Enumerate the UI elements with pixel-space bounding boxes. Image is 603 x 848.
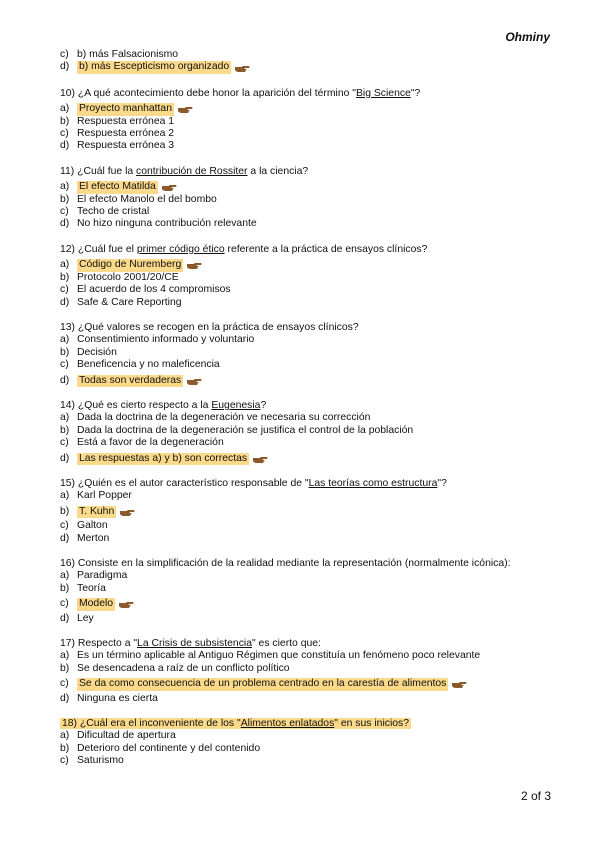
option-c: c) Respuesta errónea 2 <box>60 128 175 140</box>
correct-answer-highlight: Proyecto manhattan <box>79 103 172 115</box>
option-c: c) Saturismo <box>60 755 124 767</box>
question-title: 10) ¿A qué acontecimiento debe honor la aparición del término "Big Science"? <box>60 87 421 99</box>
option-d <box>60 61 560 73</box>
question-title: 12) ¿Cuál fue el primer código ético referente a la práctica de ensayos clínicos? <box>60 243 428 255</box>
pointing-hand-icon <box>186 376 202 386</box>
option-a: a) Código de Nuremberg <box>60 259 560 271</box>
option-c: c) El acuerdo de los 4 compromisos <box>60 284 231 296</box>
option-letter: d) <box>60 61 70 73</box>
option-b: b) Respuesta errónea 1 <box>60 115 175 127</box>
correct-answer-highlight: Modelo <box>79 598 114 610</box>
option-a: a) Es un término aplicable al Antiguo Régimen que constituía un fenómeno poco relevante <box>60 650 481 662</box>
option-b: b) El efecto Manolo el del bombo <box>60 193 217 205</box>
option-text: b) más Falsacionismo <box>77 49 179 60</box>
option-d: d) Las respuestas a) y b) son correctas <box>60 453 560 465</box>
option-c: c) Techo de cristal <box>60 206 150 218</box>
correct-answer-highlight: Las respuestas a) y b) son correctas <box>79 452 248 464</box>
pointing-hand-icon <box>161 182 177 192</box>
question-title: 11) ¿Cuál fue la contribución de Rossiter a la ciencia? <box>60 165 309 177</box>
option-b: b) T. Kuhn <box>60 506 560 518</box>
option-b: b) Dada la doctrina de la degeneración se justifica el control de la población <box>60 424 414 436</box>
question-18 <box>60 718 560 768</box>
question-13 <box>60 322 560 387</box>
option-b: b) Se desencadena a raíz de un conflicto político <box>60 662 290 674</box>
option-a: a) Paradigma <box>60 570 128 582</box>
question-17 <box>60 638 560 705</box>
question-title <box>60 718 560 730</box>
correct-answer-highlight: Código de Nuremberg <box>79 259 182 271</box>
quiz-content <box>60 49 560 781</box>
pointing-hand-icon <box>234 63 250 73</box>
option-d: d) Ninguna es cierta <box>60 692 158 704</box>
question-14 <box>60 400 560 465</box>
option-c: c) Beneficencia y no maleficencia <box>60 359 220 371</box>
correct-answer-highlight: T. Kuhn <box>79 505 115 517</box>
question-15 <box>60 478 560 545</box>
option-c: c) Se da como consecuencia de un problema centrado en la carestía de alimentos <box>60 678 560 690</box>
correct-answer-highlight: Todas son verdaderas <box>79 374 182 386</box>
option-a: a) Dificultad de apertura <box>60 730 176 742</box>
page-number: 2 of 3 <box>520 788 551 803</box>
brand-header: Ohminy <box>505 30 550 44</box>
question-title: 14) ¿Qué es cierto respecto a la Eugenesia? <box>60 399 267 411</box>
question-16 <box>60 558 560 625</box>
option-b: b) Deterioro del continente y del contenido <box>60 742 261 754</box>
correct-answer-highlight: b) más Escepticismo organizado <box>79 61 230 73</box>
option-d: d) Safe & Care Reporting <box>60 296 182 308</box>
pointing-hand-icon <box>186 260 202 270</box>
correct-answer-highlight: Se da como consecuencia de un problema centrado en la carestía de alimentos <box>79 678 447 690</box>
question-10 <box>60 88 560 153</box>
question-title: 17) Respecto a "La Crisis de subsistencia" es cierto que: <box>60 638 321 650</box>
pointing-hand-icon <box>451 679 467 689</box>
option-b: b) Protocolo 2001/20/CE <box>60 271 179 283</box>
option-a: a) El efecto Matilda <box>60 181 560 193</box>
pointing-hand-icon <box>252 454 268 464</box>
option-c: c) Modelo <box>60 598 560 610</box>
option-d: d) Respuesta errónea 3 <box>60 140 175 152</box>
pointing-hand-icon <box>118 599 134 609</box>
option-d: d) Ley <box>60 612 94 624</box>
option-c <box>60 49 560 61</box>
option-d: d) No hizo ninguna contribución relevante <box>60 218 257 230</box>
question-title: 13) ¿Qué valores se recogen en la práctica de ensayos clínicos? <box>60 321 359 333</box>
question-carry-over <box>60 49 560 74</box>
option-a: a) Proyecto manhattan <box>60 103 560 115</box>
option-a: a) Karl Popper <box>60 490 132 502</box>
pointing-hand-icon <box>177 104 193 114</box>
option-d: d) Merton <box>60 532 110 544</box>
correct-answer-highlight: El efecto Matilda <box>79 181 156 193</box>
question-12 <box>60 244 560 309</box>
option-b: b) Teoría <box>60 582 106 594</box>
option-a: a) Consentimiento informado y voluntario <box>60 334 255 346</box>
question-title: 16) Consiste en la simplificación de la realidad mediante la representación (normalmente icónica): <box>60 558 511 569</box>
pointing-hand-icon <box>119 507 135 517</box>
question-title: 15) ¿Quién es el autor característico responsable de "Las teorías como estructura"? <box>60 477 447 489</box>
option-b: b) Decisión <box>60 346 117 358</box>
option-letter: c) <box>60 49 69 60</box>
option-d: d) Todas son verdaderas <box>60 375 560 387</box>
option-a: a) Dada la doctrina de la degeneración ve necesaria su corrección <box>60 412 371 424</box>
question-11 <box>60 166 560 231</box>
option-c: c) Está a favor de la degeneración <box>60 437 224 449</box>
option-c: c) Galton <box>60 520 108 532</box>
question-highlight: 18) ¿Cuál era el inconveniente de los "Alimentos enlatados" en sus inicios? <box>62 718 410 730</box>
